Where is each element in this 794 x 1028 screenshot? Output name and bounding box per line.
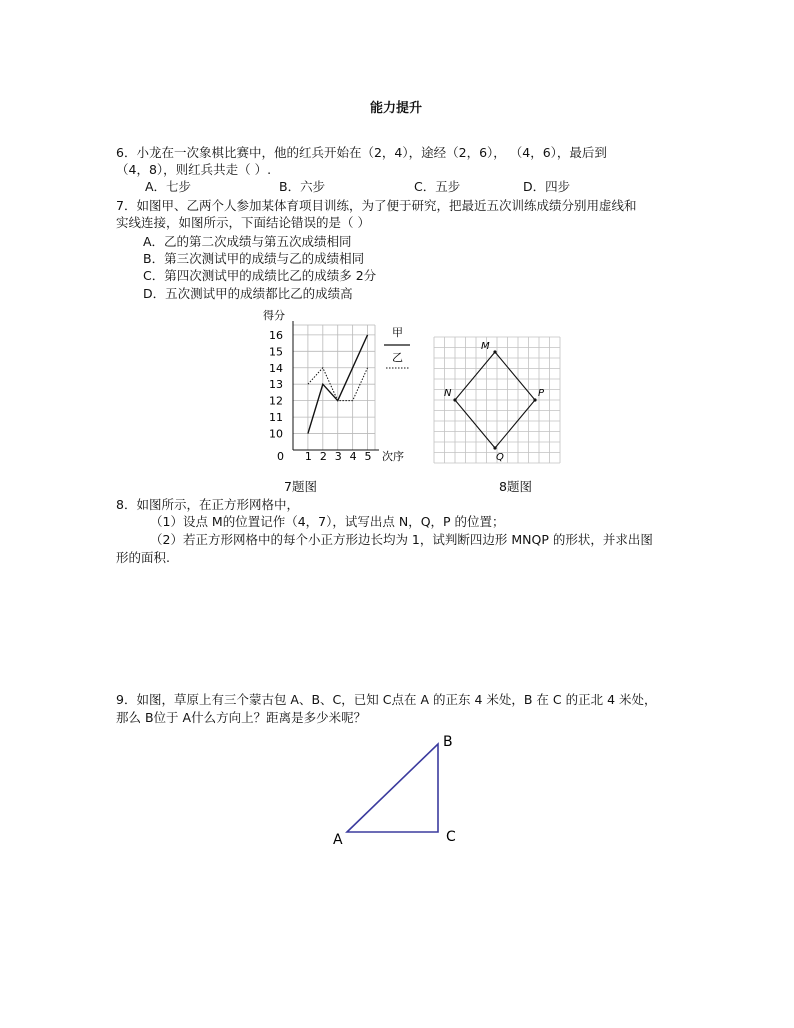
fig7-ylabel: 得分 bbox=[263, 309, 285, 322]
fig7-x-tick-label: 1 bbox=[304, 450, 312, 463]
q6-line1: 6．小龙在一次象棋比赛中，他的红兵开始在（2，4），途经（2，6）， （4，6），最后到 bbox=[116, 145, 607, 160]
q7-line1: 7．如图甲、乙两个人参加某体育项目训练，为了便于研究，把最近五次训练成绩分别用虚线和 bbox=[116, 198, 637, 213]
fig7-xlabel: 次序 bbox=[382, 450, 404, 463]
fig8-grid bbox=[434, 337, 560, 463]
fig9-label-c: C bbox=[446, 829, 456, 845]
q8-line4: 形的面积. bbox=[116, 550, 170, 565]
q7-line2: 实线连接，如图所示，下面结论错误的是（ ） bbox=[116, 215, 370, 230]
fig7-y-tick-label: 14 bbox=[269, 361, 283, 375]
q7-option-a: A．乙的第二次成绩与第五次成绩相同 bbox=[143, 234, 352, 249]
fig9-triangle bbox=[347, 744, 438, 832]
fig9-label-a: A bbox=[333, 832, 343, 848]
q6-option-b: B．六步 bbox=[279, 179, 326, 194]
fig8-label-p: P bbox=[538, 388, 545, 399]
fig8-label-n: N bbox=[444, 388, 452, 399]
fig7-origin-label: 0 bbox=[277, 450, 284, 463]
fig7-y-tick-label: 11 bbox=[269, 411, 283, 425]
fig8-point-p bbox=[533, 398, 536, 401]
fig8-caption: 8题图 bbox=[499, 479, 532, 494]
q8-line1: 8．如图所示，在正方形网格中， bbox=[116, 497, 299, 512]
fig8-label-q: Q bbox=[496, 452, 504, 463]
q7-option-c: C．第四次测试甲的成绩比乙的成绩多 2分 bbox=[143, 268, 377, 283]
fig8-point-m bbox=[493, 350, 496, 353]
fig7-y-tick-label: 16 bbox=[269, 328, 283, 342]
fig8-point-q bbox=[493, 446, 496, 449]
q7-option-b: B．第三次测试甲的成绩与乙的成绩相同 bbox=[143, 251, 365, 266]
q8-line3: （2）若正方形网格中的每个小正方形边长均为 1，试判断四边形 MNQP 的形状，并求出图 bbox=[150, 532, 653, 547]
fig7-grid bbox=[293, 321, 379, 450]
fig7-ticks bbox=[269, 329, 372, 463]
fig7-x-tick-label: 2 bbox=[319, 450, 327, 463]
fig7-legend-jia: 甲 bbox=[392, 326, 403, 339]
q7-option-d: D．五次测试甲的成绩都比乙的成绩高 bbox=[143, 286, 353, 301]
q8-line2: （1）设点 M的位置记作（4，7），试写出点 N，Q，P 的位置； bbox=[150, 514, 505, 529]
fig7-chart bbox=[255, 305, 415, 465]
fig7-x-tick-label: 5 bbox=[364, 450, 372, 463]
fig8-point-n bbox=[453, 398, 456, 401]
fig7-y-tick-label: 13 bbox=[269, 378, 283, 392]
fig9-label-b: B bbox=[443, 734, 453, 750]
fig7-y-tick-label: 12 bbox=[269, 394, 283, 408]
q6-line2: （4，8），则红兵共走（ ）. bbox=[116, 162, 272, 177]
fig8-label-m: M bbox=[481, 341, 490, 352]
fig7-legend-yi: 乙 bbox=[392, 351, 403, 364]
fig7-y-tick-label: 10 bbox=[269, 427, 283, 441]
fig8-grid-figure bbox=[430, 336, 565, 466]
q9-line1: 9．如图，草原上有三个蒙古包 A、B、C，已知 C点在 A 的正东 4 米处，B 在 C 的正北 4 米处， bbox=[116, 692, 657, 707]
fig7-caption: 7题图 bbox=[284, 479, 317, 494]
q6-option-d: D．四步 bbox=[523, 179, 571, 194]
fig9-triangle-figure bbox=[325, 728, 475, 853]
fig7-x-tick-label: 4 bbox=[349, 450, 357, 463]
q6-option-a: A．七步 bbox=[145, 179, 192, 194]
fig7-x-tick-label: 3 bbox=[334, 450, 342, 463]
q9-line2: 那么 B位于 A什么方向上？距离是多少米呢？ bbox=[116, 710, 367, 725]
fig7-y-tick-label: 15 bbox=[269, 345, 283, 359]
q6-option-c: C．五步 bbox=[414, 179, 461, 194]
section-title: 能力提升 bbox=[370, 101, 423, 116]
